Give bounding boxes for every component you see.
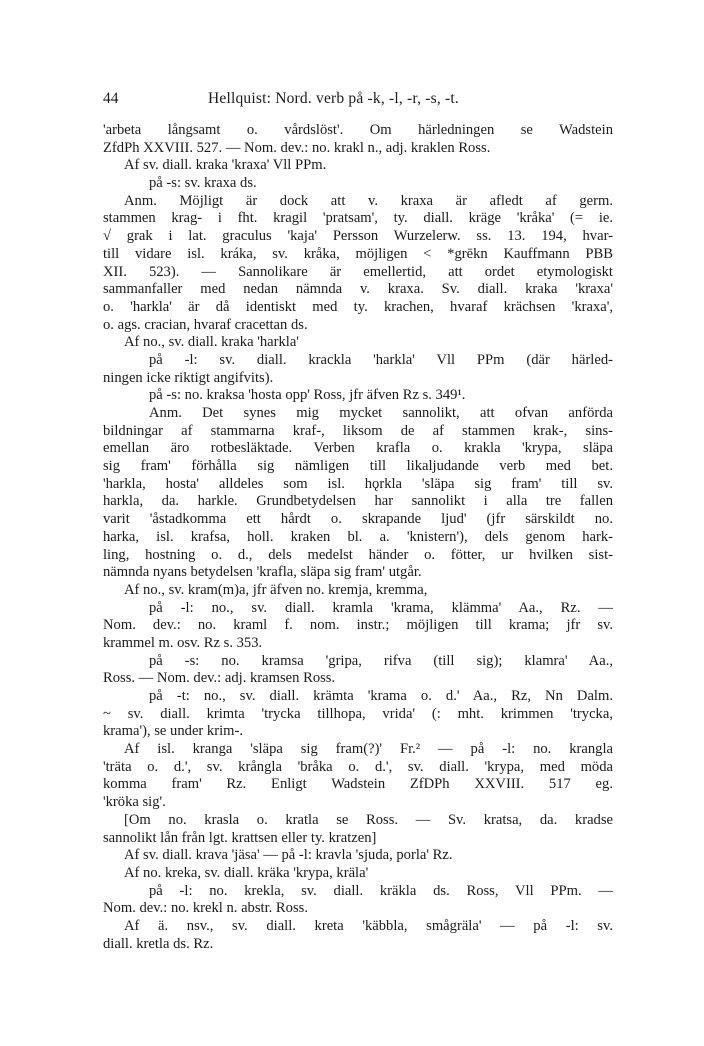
text-line: o. ags. cracian, hvaraf cracettan ds. [103, 316, 308, 333]
text-line: Af ä. nsv., sv. diall. kreta 'käbbla, smågräla' — på -l: sv. [124, 917, 613, 934]
text-line: Nom. dev.: no. kraml f. nom. instr.; möjligen till krama; jfr sv. [103, 617, 613, 634]
text-line: Af sv. diall. krava 'jäsa' — på -l: kravla 'sjuda, porla' Rz. [124, 847, 453, 864]
text-line: stammen krag- i fht. kragil 'pratsam', ty. diall. kräge 'kråka' (= ie. [103, 210, 613, 227]
text-line: krammel m. osv. Rz s. 353. [103, 634, 263, 651]
text-line: harka, isl. krafsa, holl. kraken bl. a. 'knistern'), dels genom hark- [103, 528, 613, 545]
text-line: diall. kretla ds. Rz. [103, 935, 214, 952]
text-line: emellan äro rotbesläktade. Verben krafla o. krakla 'krypa, släpa [103, 440, 613, 457]
text-line: varit 'åstadkomma ett hårdt o. skrapande ljud' (jfr särskildt no. [103, 511, 613, 528]
body-text [103, 122, 613, 953]
text-line: XII. 523). — Sannolikare är emellertid, att ordet etymologiskt [103, 263, 613, 280]
text-line: Af no., sv. diall. kraka 'harkla' [124, 334, 299, 351]
text-line: Af no. kreka, sv. diall. kräka 'krypa, kräla' [124, 864, 369, 881]
text-line: ~ sv. diall. krimta 'trycka tillhopa, vrida' (: mht. krimmen 'trycka, [103, 705, 613, 722]
text-line: sannolikt lån från lgt. krattsen eller ty. kratzen] [103, 829, 377, 846]
text-line: ling, hostning o. d., dels medelst händer o. fötter, ur hvilken sist- [103, 546, 613, 563]
text-line: ningen icke riktigt angifvits). [103, 369, 274, 386]
page-header [103, 90, 613, 114]
book-page [103, 90, 613, 953]
text-line: Af no., sv. kram(m)a, jfr äfven no. kremja, kremma, [124, 581, 428, 598]
text-line: Anm. Det synes mig mycket sannolikt, att ofvan anförda [149, 405, 613, 421]
text-line: på -t: no., sv. diall. krämta 'krama o. d.' Aa., Rz, Nn Dalm. [149, 688, 613, 704]
text-line: Af isl. kranga 'släpa sig fram(?)' Fr.² — på -l: no. krangla [124, 741, 613, 758]
text-line: Ross. — Nom. dev.: adj. kramsen Ross. [103, 670, 336, 687]
text-line: på -l: no., sv. diall. kramla 'krama, klämma' Aa., Rz. — [149, 599, 613, 616]
text-line: till vidare isl. kráka, sv. kråka, möjligen < *grēkn Kauffmann PBB [103, 245, 613, 262]
running-title: Hellquist: Nord. verb på -k, -l, -r, -s, -t. [208, 90, 459, 107]
text-line: √ grak i lat. graculus 'kaja' Persson Wurzelerw. ss. 13. 194, hvar- [103, 228, 613, 245]
text-line: ZfdPh XXVIII. 527. — Nom. dev.: no. krakl n., adj. kraklen Ross. [103, 139, 491, 156]
text-line: på -l: no. krekla, sv. diall. kräkla ds. Ross, Vll PPm. — [149, 882, 613, 899]
text-line: 'harkla, hosta' alldeles som isl. hǫrkla 'släpa sig fram' till sv. [103, 475, 613, 492]
text-line: sammanfaller med nedan nämnda v. kraxa. Sv. diall. kraka 'kraxa' [103, 281, 613, 298]
text-line: bildningar af stammarna kraf-, liksom de af stammen krak-, sins- [103, 422, 613, 439]
page-number: 44 [103, 90, 119, 107]
text-line: på -s: no. kraksa 'hosta opp' Ross, jfr äfven Rz s. 349¹. [149, 387, 466, 404]
text-line: [Om no. krasla o. kratla se Ross. — Sv. kratsa, da. kradse [124, 811, 613, 828]
text-line: Anm. Möjligt är dock att v. kraxa är afledt af germ. [124, 192, 613, 209]
text-line: harkla, da. harkle. Grundbetydelsen har sannolikt i alla tre fallen [103, 493, 613, 510]
text-line: Nom. dev.: no. krekl n. abstr. Ross. [103, 900, 308, 917]
text-line: 'arbeta långsamt o. vårdslöst'. Om härledningen se Wadstein [103, 122, 613, 138]
text-line: på -s: sv. kraxa ds. [149, 175, 257, 192]
text-line: komma fram' Rz. Enligt Wadstein ZfDPh XXVIII. 517 eg. [103, 776, 613, 793]
text-line: 'träta o. d.', sv. krångla 'bråka o. d.', sv. diall. 'krypa, med möda [103, 758, 613, 775]
text-line: krama'), se under krim-. [103, 723, 244, 740]
text-line: o. 'harkla' är då identiskt med ty. krachen, hvaraf krächsen 'kraxa', [103, 298, 613, 315]
text-line: nämnda nyans betydelsen 'krafla, släpa sig fram' utgår. [103, 564, 422, 581]
text-line: sig fram' förhålla sig nämligen till likaljudande verb med bet. [103, 458, 613, 475]
text-line: på -l: sv. diall. krackla 'harkla' Vll PPm (där härled- [149, 351, 613, 368]
text-line: 'kröka sig'. [103, 794, 166, 811]
text-line: på -s: no. kramsa 'gripa, rifva (till sig); klamra' Aa., [149, 652, 613, 669]
text-line: Af sv. diall. kraka 'kraxa' Vll PPm. [124, 157, 327, 174]
